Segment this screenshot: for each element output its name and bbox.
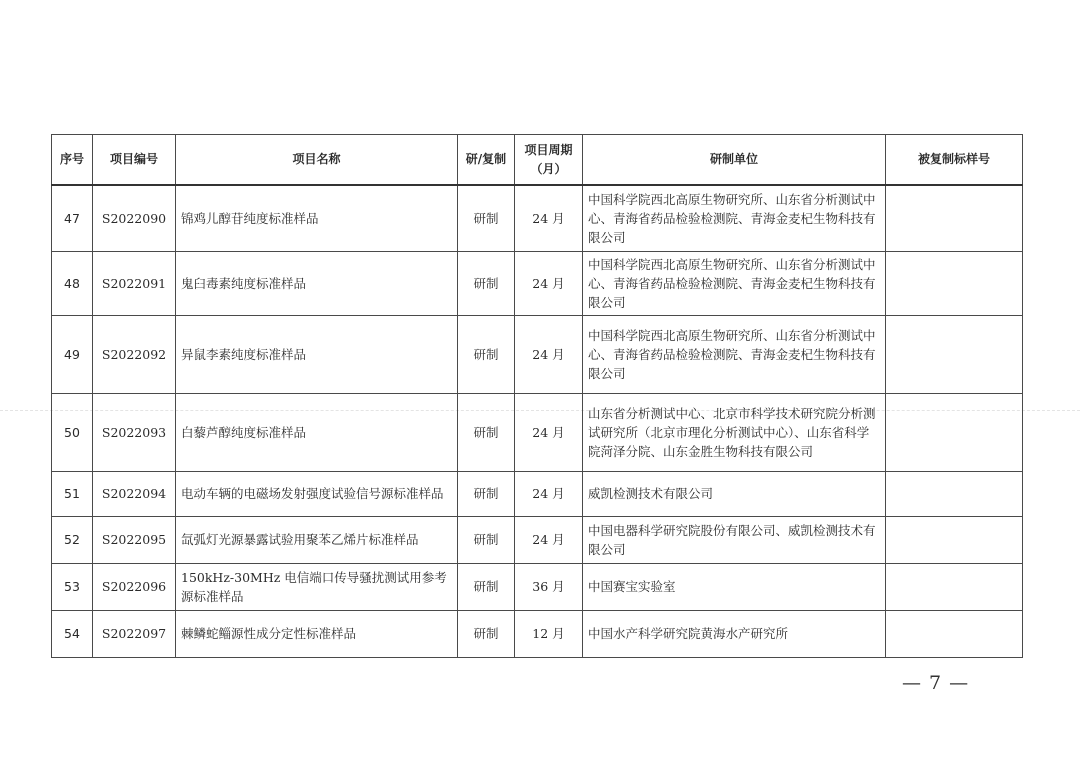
header-copied: 被复制标样号 [886,135,1023,186]
cell-period: 24 月 [515,185,583,251]
table-row [52,563,1023,610]
header-code: 项目编号 [93,135,176,186]
cell-seq: 53 [52,563,93,610]
cell-copied [886,471,1023,516]
cell-copied [886,315,1023,393]
table-header-row [52,135,1023,186]
cell-period: 24 月 [515,393,583,471]
cell-type: 研制 [458,393,515,471]
cell-unit: 中国水产科学研究院黄海水产研究所 [583,610,886,657]
table-row [52,393,1023,471]
cell-seq: 52 [52,516,93,563]
cell-period: 36 月 [515,563,583,610]
cell-seq: 50 [52,393,93,471]
cell-type: 研制 [458,563,515,610]
cell-copied [886,516,1023,563]
page-number: — 7 — [902,672,970,694]
cell-copied [886,610,1023,657]
cell-code: S2022093 [93,393,176,471]
cell-unit: 中国电器科学研究院股份有限公司、威凯检测技术有限公司 [583,516,886,563]
cell-code: S2022095 [93,516,176,563]
cell-seq: 48 [52,251,93,315]
header-name: 项目名称 [176,135,458,186]
cell-seq: 47 [52,185,93,251]
cell-name: 锦鸡儿醇苷纯度标准样品 [176,185,458,251]
cell-unit: 中国科学院西北高原生物研究所、山东省分析测试中心、青海省药品检验检测院、青海金麦杞生物科技有限公司 [583,315,886,393]
cell-name: 棘鳞蛇鲻源性成分定性标准样品 [176,610,458,657]
cell-unit: 中国科学院西北高原生物研究所、山东省分析测试中心、青海省药品检验检测院、青海金麦杞生物科技有限公司 [583,251,886,315]
cell-code: S2022092 [93,315,176,393]
table-row [52,471,1023,516]
table-row [52,516,1023,563]
cell-name: 异鼠李素纯度标准样品 [176,315,458,393]
cell-name: 鬼臼毒素纯度标准样品 [176,251,458,315]
cell-code: S2022090 [93,185,176,251]
cell-period: 24 月 [515,516,583,563]
cell-type: 研制 [458,315,515,393]
cell-unit: 山东省分析测试中心、北京市科学技术研究院分析测试研究所（北京市理化分析测试中心）、山东省科学院菏泽分院、山东金胜生物科技有限公司 [583,393,886,471]
cell-name: 氙弧灯光源暴露试验用聚苯乙烯片标准样品 [176,516,458,563]
cell-type: 研制 [458,516,515,563]
header-period: 项目周期（月） [515,135,583,186]
cell-type: 研制 [458,251,515,315]
cell-unit: 威凯检测技术有限公司 [583,471,886,516]
cell-seq: 51 [52,471,93,516]
cell-period: 24 月 [515,471,583,516]
cell-name: 电动车辆的电磁场发射强度试验信号源标准样品 [176,471,458,516]
cell-seq: 54 [52,610,93,657]
cell-copied [886,251,1023,315]
cell-period: 24 月 [515,315,583,393]
cell-type: 研制 [458,471,515,516]
cell-code: S2022096 [93,563,176,610]
cell-type: 研制 [458,610,515,657]
cell-code: S2022091 [93,251,176,315]
cell-seq: 49 [52,315,93,393]
cell-name: 白藜芦醇纯度标准样品 [176,393,458,471]
cell-copied [886,185,1023,251]
table-row [52,610,1023,657]
cell-name: 150kHz-30MHz 电信端口传导骚扰测试用参考源标准样品 [176,563,458,610]
standard-sample-project-table [51,134,1023,658]
cell-code: S2022094 [93,471,176,516]
cell-unit: 中国赛宝实验室 [583,563,886,610]
cell-type: 研制 [458,185,515,251]
cell-code: S2022097 [93,610,176,657]
cell-copied [886,393,1023,471]
cell-period: 12 月 [515,610,583,657]
table-row [52,185,1023,251]
header-seq: 序号 [52,135,93,186]
header-unit: 研制单位 [583,135,886,186]
cell-unit: 中国科学院西北高原生物研究所、山东省分析测试中心、青海省药品检验检测院、青海金麦杞生物科技有限公司 [583,185,886,251]
cell-period: 24 月 [515,251,583,315]
cell-copied [886,563,1023,610]
table-row [52,315,1023,393]
table-row [52,251,1023,315]
header-type: 研/复制 [458,135,515,186]
